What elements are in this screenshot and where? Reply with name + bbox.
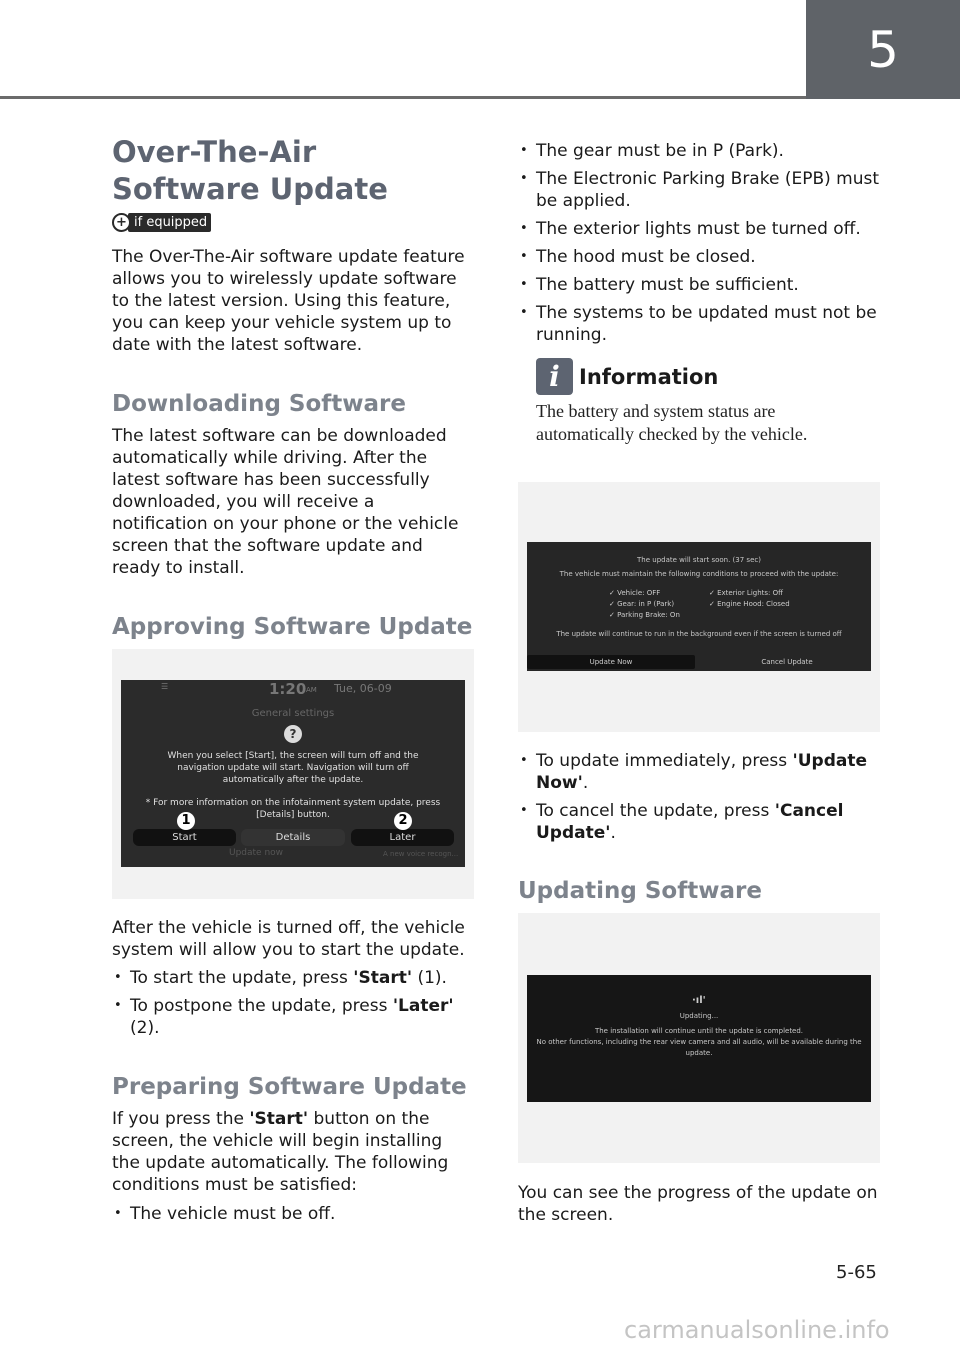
bullet-gear-park: • The gear must be in P (Park). (518, 140, 880, 162)
approve-bullets (112, 967, 474, 1045)
approve-screen (121, 680, 465, 867)
heading-updating: Updating Software (518, 878, 762, 904)
updating-line2: No other functions, including the rear view camera and all audio, will be available during the update. (536, 1038, 862, 1057)
condition-bullets (518, 140, 880, 352)
conditions-right (709, 588, 790, 610)
bg-update-now: Update now (229, 848, 284, 858)
bullet-battery: • The battery must be sufficient. (518, 274, 880, 296)
callout-1: 1 (177, 812, 195, 830)
start-soon-line1: The update will start soon. (37 sec) (637, 556, 761, 564)
bullet-epb: • The Electronic Parking Brake (EPB) must be applied. (518, 168, 880, 212)
heading-preparing: Preparing Software Update (112, 1074, 467, 1100)
bullet-systems: • The systems to be updated must not be running. (518, 302, 880, 346)
updating-line1: The installation will continue until the update is completed. (594, 1027, 804, 1035)
information-text: The battery and system status are automatically checked by the vehicle. (536, 401, 808, 444)
cond-engine-hood: ✓ Engine Hood: Closed (709, 600, 790, 608)
heading-downloading: Downloading Software (112, 391, 406, 417)
start-soon-line2: The vehicle must maintain the following conditions to proceed with the update: (559, 570, 839, 578)
progress-text: You can see the progress of the update on the screen. (518, 1183, 878, 1225)
clock: 1:20 (269, 680, 307, 698)
if-equipped-badge (112, 212, 211, 233)
cond-vehicle-off: ✓ Vehicle: OFF (609, 589, 661, 597)
after-off-text: After the vehicle is turned off, the vehicle system will allow you to start the update. (112, 918, 465, 960)
update-bullets (518, 750, 880, 850)
bullet-vehicle-off: • The vehicle must be off. (112, 1203, 474, 1225)
details-button[interactable]: Details (241, 829, 345, 846)
screen-note: * For more information on the infotainment system update, press [Details] button. (145, 798, 441, 820)
bg-voice-note: A new voice recogn... (383, 850, 459, 858)
cond-exterior-lights: ✓ Exterior Lights: Off (709, 589, 783, 597)
prepare-bullet-first (112, 1203, 474, 1231)
header-rule (0, 96, 806, 99)
updating-screen (527, 975, 871, 1102)
footer-site: carmanualsonline.info (624, 1316, 890, 1344)
updating-figure (518, 913, 880, 1163)
updating-spinner-icon: ·ıl' (692, 995, 706, 1006)
callout-2: 2 (394, 812, 412, 830)
cancel-update-button[interactable]: Cancel Update (703, 655, 871, 669)
date: Tue, 06-09 (334, 682, 392, 695)
cond-parking-brake: ✓ Parking Brake: On (609, 611, 680, 619)
screen-header: General settings (251, 708, 335, 719)
information-icon: i (536, 358, 573, 395)
approve-figure (112, 649, 474, 899)
chapter-tab: 5 (806, 0, 960, 99)
preparing-text: If you press the 'Start' button on the screen, the vehicle will begin installing the update automatically. The following conditions must be satisfied: (112, 1109, 449, 1195)
bullet-hood: • The hood must be closed. (518, 246, 880, 268)
bullet-later: • To postpone the update, press 'Later' (2). (112, 995, 474, 1039)
bullet-start: • To start the update, press 'Start' (1). (112, 967, 474, 989)
start-soon-screen (527, 542, 871, 671)
intro-text: The Over-The-Air software update feature allows you to wirelessly update software to the latest version. Using this feature, you can keep your vehicle system up to date with the latest software. (112, 247, 465, 355)
later-button[interactable]: Later (351, 829, 454, 846)
conditions-left (609, 588, 680, 621)
menu-icon: ☰ (161, 682, 169, 691)
start-soon-figure (518, 482, 880, 732)
badge-label: if equipped (128, 213, 211, 232)
cond-gear-park: ✓ Gear: in P (Park) (609, 600, 675, 608)
information-title: Information (579, 364, 719, 389)
bullet-update-now: • To update immediately, press 'Update Now'. (518, 750, 880, 794)
heading-approving: Approving Software Update (112, 614, 473, 640)
start-soon-line3: The update will continue to run in the background even if the screen is turned off (556, 630, 842, 638)
update-now-button[interactable]: Update Now (527, 655, 695, 669)
bullet-exterior-lights: • The exterior lights must be turned off. (518, 218, 880, 240)
page-title: Over-The-Air Software Update (112, 135, 388, 206)
help-icon: ? (284, 725, 302, 743)
bullet-cancel-update: • To cancel the update, press 'Cancel Update'. (518, 800, 880, 844)
clock-ampm: AM (306, 686, 317, 694)
screen-message: When you select [Start], the screen will turn off and the navigation update will start. Navigation will turn off automatically after the update. (167, 751, 419, 785)
start-button[interactable]: Start (133, 829, 236, 846)
downloading-text: The latest software can be downloaded automatically while driving. After the latest software has been successfully downloaded, you will receive a notification on your phone or the vehicle screen that the software update and ready to install. (112, 426, 459, 578)
page-number: 5-65 (836, 1262, 877, 1283)
information-header (536, 358, 718, 395)
updating-status: Updating... (679, 1012, 719, 1020)
plus-icon: + (112, 213, 131, 232)
